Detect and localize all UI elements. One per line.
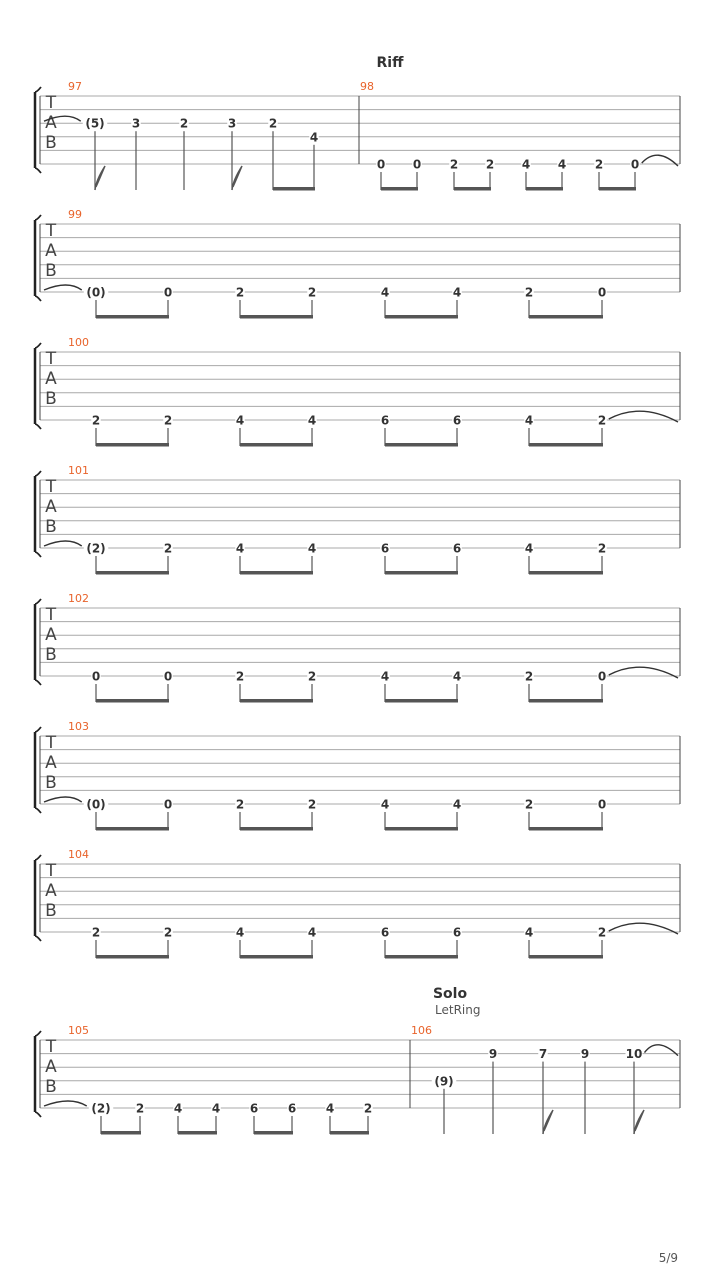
fret-number: (5) [85, 116, 105, 131]
fret-number: 2 [235, 285, 245, 300]
fret-number: 6 [452, 413, 462, 428]
tie-arc [44, 285, 82, 290]
system-bracket-bottom [35, 552, 41, 557]
fret-number: 2 [524, 285, 534, 300]
tab-clef-letter: B [45, 773, 57, 793]
tab-clef-letter: A [45, 369, 57, 389]
note-beam [599, 187, 636, 191]
fret-number: 2 [363, 1101, 373, 1116]
fret-number: 0 [376, 157, 386, 172]
tab-clef-letter: B [45, 901, 57, 921]
note-flag [95, 166, 105, 190]
fret-number: 2 [594, 157, 604, 172]
tab-clef-letter: T [45, 733, 57, 753]
fret-number: 0 [597, 285, 607, 300]
tab-clef-letter: T [45, 861, 57, 881]
fret-number: 2 [163, 925, 173, 940]
fret-number: 4 [307, 413, 317, 428]
fret-number: 9 [580, 1047, 590, 1062]
note-beam [529, 827, 603, 831]
fret-number: 2 [597, 413, 607, 428]
note-beam [96, 315, 169, 319]
fret-number: 4 [452, 669, 462, 684]
note-beam [254, 1131, 293, 1135]
fret-number: 2 [524, 669, 534, 684]
fret-number: 6 [380, 413, 390, 428]
tab-clef-letter: B [45, 133, 57, 153]
tab-clef-letter: A [45, 625, 57, 645]
fret-number: (0) [86, 285, 106, 300]
tab-clef-letter: B [45, 645, 57, 665]
tab-clef-letter: A [45, 753, 57, 773]
fret-number: 4 [380, 669, 390, 684]
fret-number: 3 [227, 116, 237, 131]
measure-number: 104 [68, 848, 89, 861]
fret-number: (2) [91, 1101, 111, 1116]
fret-number: 0 [412, 157, 422, 172]
fret-number: 0 [630, 157, 640, 172]
fret-number: 2 [307, 285, 317, 300]
section-label: Riff [376, 55, 404, 71]
note-beam [529, 315, 603, 319]
fret-number: 2 [524, 797, 534, 812]
fret-number: 4 [173, 1101, 183, 1116]
system-bracket-top [35, 727, 41, 732]
tab-clef-letter: T [45, 605, 57, 625]
fret-number: 10 [625, 1047, 643, 1062]
fret-number: 4 [452, 797, 462, 812]
measure-number: 100 [68, 336, 89, 349]
fret-number: 6 [452, 541, 462, 556]
fret-number: 0 [163, 669, 173, 684]
fret-number: 7 [538, 1047, 548, 1062]
fret-number: 4 [307, 925, 317, 940]
page-number: 5/9 [658, 1251, 678, 1265]
fret-number: 4 [211, 1101, 221, 1116]
fret-number: 4 [307, 541, 317, 556]
fret-number: (2) [86, 541, 106, 556]
section-annotation: LetRing [435, 1003, 481, 1017]
system-bracket-top [35, 471, 41, 476]
note-flag [634, 1110, 644, 1134]
system-bracket-bottom [35, 680, 41, 685]
tab-clef-letter: T [45, 93, 57, 113]
system-bracket-bottom [35, 168, 41, 173]
fret-number: 2 [179, 116, 189, 131]
measure-number: 105 [68, 1024, 89, 1037]
fret-number: 2 [91, 413, 101, 428]
note-beam [529, 955, 603, 959]
fret-number: 4 [235, 413, 245, 428]
note-beam [385, 955, 458, 959]
note-beam [96, 443, 169, 447]
fret-number: 2 [597, 925, 607, 940]
fret-number: 6 [380, 541, 390, 556]
fret-number: 6 [287, 1101, 297, 1116]
note-beam [381, 187, 418, 191]
note-beam [385, 443, 458, 447]
tab-clef-letter: T [45, 349, 57, 369]
system-bracket-bottom [35, 296, 41, 301]
fret-number: 0 [91, 669, 101, 684]
note-beam [529, 571, 603, 575]
note-beam [240, 699, 313, 703]
measure-number: 97 [68, 80, 82, 93]
fret-number: 4 [380, 797, 390, 812]
fret-number: 6 [249, 1101, 259, 1116]
tab-clef-letter: A [45, 497, 57, 517]
fret-number: 2 [163, 541, 173, 556]
note-beam [240, 827, 313, 831]
note-beam [240, 571, 313, 575]
note-beam [240, 315, 313, 319]
fret-number: 4 [524, 541, 534, 556]
fret-number: 2 [135, 1101, 145, 1116]
note-beam [385, 571, 458, 575]
note-beam [96, 699, 169, 703]
tab-clef-letter: T [45, 477, 57, 497]
fret-number: 0 [163, 797, 173, 812]
fret-number: 2 [235, 797, 245, 812]
fret-number: 2 [163, 413, 173, 428]
note-beam [178, 1131, 217, 1135]
system-bracket-top [35, 87, 41, 92]
note-beam [273, 187, 315, 191]
note-beam [101, 1131, 141, 1135]
fret-number: 2 [307, 797, 317, 812]
fret-number: 2 [268, 116, 278, 131]
tab-clef-letter: T [45, 1037, 57, 1057]
section-label: Solo [432, 986, 468, 1002]
tab-clef-letter: B [45, 1077, 57, 1097]
fret-number: 4 [524, 413, 534, 428]
fret-number: 4 [325, 1101, 335, 1116]
fret-number: 0 [597, 797, 607, 812]
tab-clef-letter: B [45, 517, 57, 537]
note-beam [385, 315, 458, 319]
tie-arc [44, 797, 82, 802]
note-beam [330, 1131, 369, 1135]
tab-clef-letter: T [45, 221, 57, 241]
note-beam [529, 699, 603, 703]
tie-arc [44, 1101, 87, 1106]
system-bracket-bottom [35, 1112, 41, 1117]
note-beam [385, 699, 458, 703]
fret-number: 4 [235, 541, 245, 556]
fret-number: (0) [86, 797, 106, 812]
tie-arc [44, 541, 82, 546]
fret-number: 0 [597, 669, 607, 684]
system-bracket-top [35, 599, 41, 604]
tab-clef-letter: B [45, 261, 57, 281]
system-bracket-bottom [35, 808, 41, 813]
fret-number: 3 [131, 116, 141, 131]
measure-number: 98 [360, 80, 374, 93]
fret-number: (9) [434, 1074, 454, 1089]
fret-number: 4 [309, 130, 319, 145]
system-bracket-bottom [35, 936, 41, 941]
fret-number: 2 [485, 157, 495, 172]
fret-number: 2 [91, 925, 101, 940]
note-flag [232, 166, 242, 190]
fret-number: 2 [235, 669, 245, 684]
fret-number: 4 [521, 157, 531, 172]
measure-number: 103 [68, 720, 89, 733]
note-beam [96, 955, 169, 959]
measure-number: 101 [68, 464, 89, 477]
tab-clef-letter: A [45, 113, 57, 133]
fret-number: 0 [163, 285, 173, 300]
fret-number: 2 [597, 541, 607, 556]
tab-clef-letter: A [45, 1057, 57, 1077]
tab-clef-letter: A [45, 881, 57, 901]
note-beam [96, 827, 169, 831]
note-beam [454, 187, 491, 191]
fret-number: 6 [452, 925, 462, 940]
fret-number: 2 [449, 157, 459, 172]
note-beam [385, 827, 458, 831]
measure-number: 106 [411, 1024, 432, 1037]
fret-number: 6 [380, 925, 390, 940]
note-flag [543, 1110, 553, 1134]
system-bracket-top [35, 343, 41, 348]
fret-number: 2 [307, 669, 317, 684]
fret-number: 4 [524, 925, 534, 940]
fret-number: 9 [488, 1047, 498, 1062]
tab-clef-letter: B [45, 389, 57, 409]
tab-clef-letter: A [45, 241, 57, 261]
fret-number: 4 [235, 925, 245, 940]
system-bracket-bottom [35, 424, 41, 429]
note-beam [526, 187, 563, 191]
note-beam [96, 571, 169, 575]
system-bracket-top [35, 215, 41, 220]
fret-number: 4 [452, 285, 462, 300]
fret-number: 4 [380, 285, 390, 300]
measure-number: 102 [68, 592, 89, 605]
fret-number: 4 [557, 157, 567, 172]
measure-number: 99 [68, 208, 82, 221]
note-beam [529, 443, 603, 447]
note-beam [240, 443, 313, 447]
note-beam [240, 955, 313, 959]
system-bracket-top [35, 1031, 41, 1036]
system-bracket-top [35, 855, 41, 860]
